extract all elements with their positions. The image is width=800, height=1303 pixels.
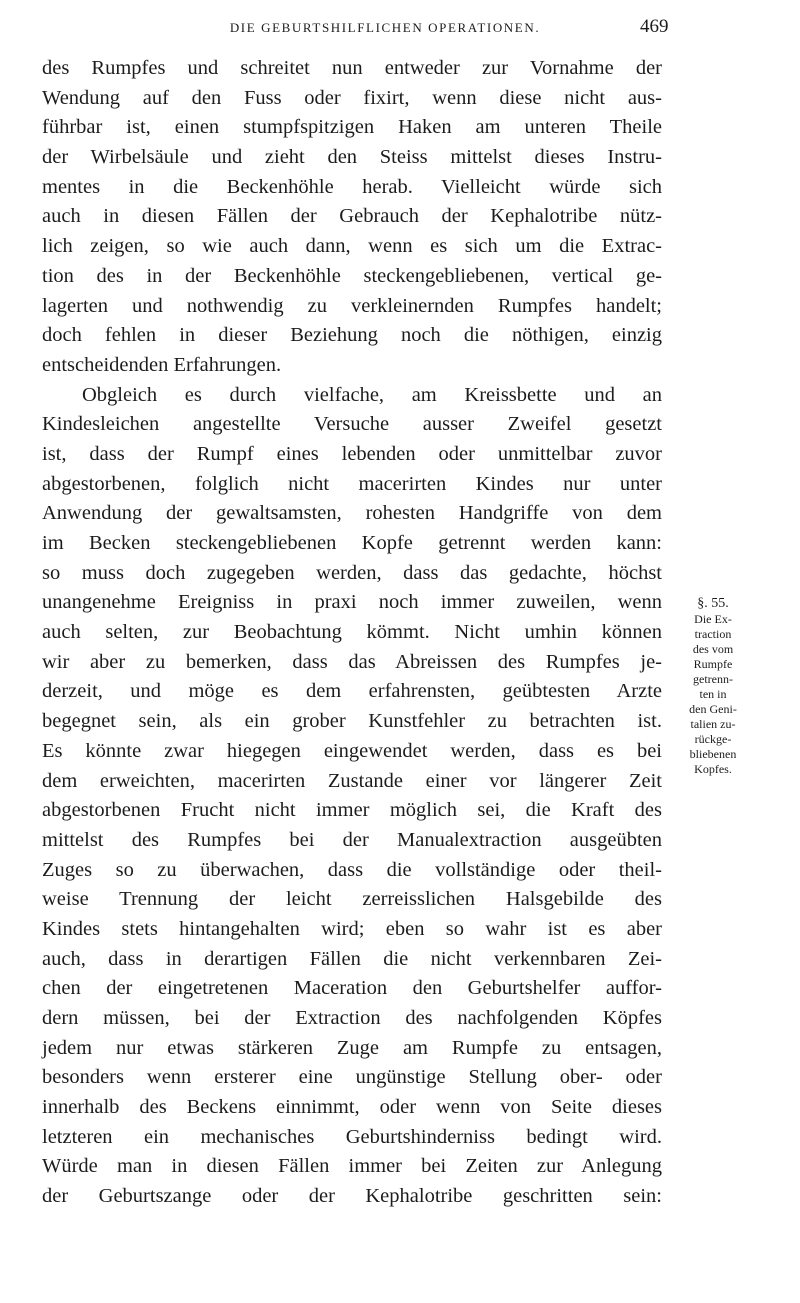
text-line: chen der eingetretenen Maceration den Geburtshelfer auffor-	[42, 977, 662, 1000]
text-line: besonders wenn ersterer eine ungünstige Stellung ober- oder	[42, 1066, 662, 1089]
text-line: tion des in der Beckenhöhle steckengebliebenen, vertical ge-	[42, 264, 662, 287]
text-line: dem erweichten, macerirten Zustande einer vor längerer Zeit	[42, 769, 662, 792]
text-line: lagerten und nothwendig zu verkleinernden Rumpfes handelt;	[42, 294, 662, 317]
text-line: weise Trennung der leicht zerreisslichen Halsgebilde des	[42, 888, 662, 911]
text-line: abgestorbenen Frucht nicht immer möglich sei, die Kraft des	[42, 799, 662, 822]
text-line: jedem nur etwas stärkeren Zuge am Rumpfe zu entsagen,	[42, 1036, 662, 1059]
text-line: der Wirbelsäule und zieht den Steiss mittelst dieses Instru-	[42, 146, 662, 169]
paragraph-end-line: entscheidenden Erfahrungen.	[42, 353, 282, 376]
text-line: Zuges so zu überwachen, dass die vollständige oder theil-	[42, 858, 662, 881]
text-line: im Becken steckengebliebenen Kopfe getrennt werden kann:	[42, 532, 662, 554]
text-line: lich zeigen, so wie auch dann, wenn es sich um die Extrac-	[42, 235, 662, 258]
marginal-line: des vom	[692, 642, 734, 656]
marginal-line: ten in	[699, 687, 727, 701]
page-number: 469	[640, 16, 669, 37]
marginal-line: bliebenen	[689, 747, 737, 761]
text-line: ist, dass der Rumpf eines lebenden oder unmittelbar zuvor	[42, 442, 662, 465]
text-line: Es könnte zwar hiegegen eingewendet werden, dass es bei	[42, 739, 662, 762]
marginal-line: Kopfes.	[694, 762, 732, 776]
text-line: Kindes stets hintangehalten wird; eben so wahr ist es aber	[42, 917, 662, 940]
marginal-line: talien zu-	[690, 717, 736, 731]
text-line: Kindesleichen angestellte Versuche ausser Zweifel gesetzt	[42, 413, 662, 436]
text-line: mentes in die Beckenhöhle herab. Vielleicht würde sich	[42, 175, 662, 198]
marginal-line: rückge-	[694, 732, 732, 746]
text-line: Anwendung der gewaltsamsten, rohesten Handgriffe von dem	[42, 502, 662, 525]
text-line: innerhalb des Beckens einnimmt, oder wenn von Seite dieses	[42, 1096, 662, 1119]
marginal-line: Die Ex-	[694, 612, 732, 626]
text-line: auch in diesen Fällen der Gebrauch der Kephalotribe nütz-	[42, 205, 662, 228]
marginal-line: getrenn-	[693, 672, 733, 686]
text-line: letzteren ein mechanisches Geburtshinderniss bedingt wird.	[42, 1125, 662, 1148]
text-line: Würde man in diesen Fällen immer bei Zeiten zur Anlegung	[42, 1155, 662, 1178]
marginal-line: den Geni-	[689, 702, 737, 716]
text-line: des Rumpfes und schreitet nun entweder zur Vornahme der	[42, 57, 662, 79]
text-line: führbar ist, einen stumpfspitzigen Haken am unteren Theile	[42, 116, 662, 139]
marginal-line: Rumpfe	[693, 657, 733, 671]
paragraph-start-line: Obgleich es durch vielfache, am Kreissbette und an	[82, 383, 662, 406]
text-line: begegnet sein, als ein grober Kunstfehler zu betrachten ist.	[42, 710, 662, 733]
body-text	[42, 54, 662, 1212]
running-title: DIE GEBURTSHILFLICHEN OPERATIONEN.	[229, 20, 541, 35]
text-line: auch, dass in derartigen Fällen die nicht verkennbaren Zei-	[42, 947, 662, 970]
text-line: so muss doch zugegeben werden, dass das gedachte, höchst	[42, 561, 662, 584]
text-line: der Geburtszange oder der Kephalotribe geschritten sein:	[42, 1185, 662, 1208]
section-number: §. 55.	[697, 596, 729, 611]
marginal-note	[664, 596, 762, 777]
text-line: unangenehme Ereigniss in praxi noch immer zuweilen, wenn	[42, 591, 662, 614]
text-line: auch selten, zur Beobachtung kömmt. Nicht umhin können	[42, 621, 662, 644]
text-line: derzeit, und möge es dem erfahrensten, geübtesten Arzte	[42, 680, 662, 703]
text-line: doch fehlen in dieser Beziehung noch die nöthigen, einzig	[42, 324, 662, 347]
text-line: dern müssen, bei der Extraction des nachfolgenden Köpfes	[42, 1007, 662, 1029]
text-line: mittelst des Rumpfes bei der Manualextraction ausgeübten	[42, 828, 662, 851]
text-line: wir aber zu bemerken, dass das Abreissen des Rumpfes je-	[42, 650, 662, 673]
marginal-line: traction	[694, 627, 732, 641]
text-line: abgestorbenen, folglich nicht macerirten Kindes nur unter	[42, 472, 662, 495]
text-line: Wendung auf den Fuss oder fixirt, wenn diese nicht aus-	[42, 86, 662, 109]
